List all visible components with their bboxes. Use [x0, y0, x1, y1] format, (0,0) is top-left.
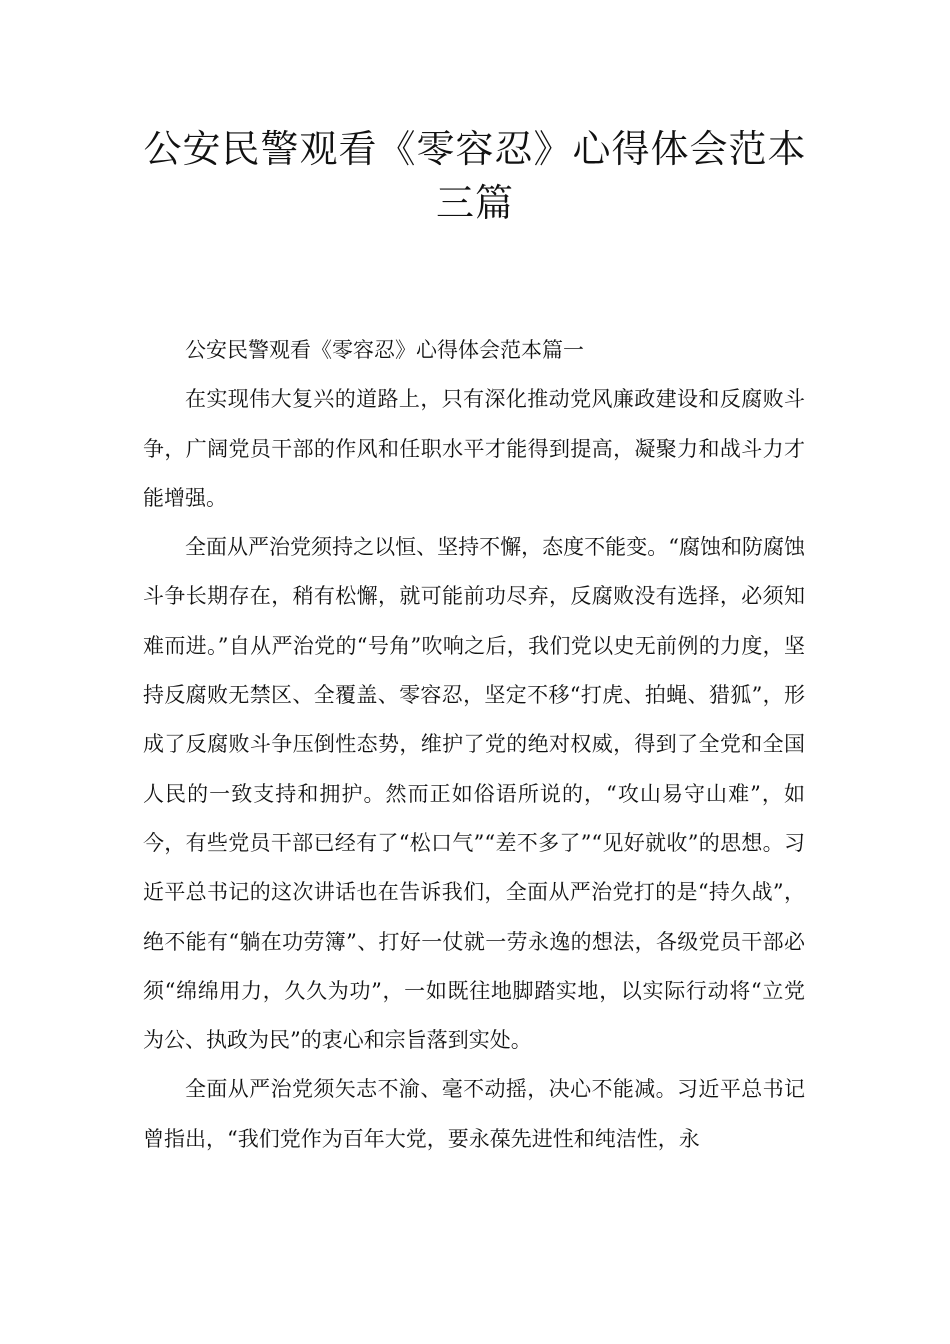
title-line-1: 公安民警观看《零容忍》心得体会范本: [143, 127, 807, 171]
paragraph-3: 全面从严治党须矢志不渝、毫不动摇，决心不能减。习近平总书记曾指出，“我们党作为百年大党，要永葆先进性和纯洁性，永: [143, 1077, 805, 1151]
document-body: [143, 326, 805, 1164]
document-title: [120, 122, 830, 230]
paragraph-1: 在实现伟大复兴的道路上，只有深化推动党风廉政建设和反腐败斗争，广阔党员干部的作风和任职水平才能得到提高，凝聚力和战斗力才能增强。: [143, 387, 805, 510]
section-heading: 公安民警观看《零容忍》心得体会范本篇一: [185, 338, 584, 362]
title-line-2: 三篇: [435, 181, 514, 225]
paragraph-2: 全面从严治党须持之以恒、坚持不懈，态度不能变。“腐蚀和防腐蚀斗争长期存在，稍有松懈，就可能前功尽弃，反腐败没有选择，必须知难而进。”自从严治党的“号角”吹响之后，我们党以史无前例的力度，坚持反腐败无禁区、全覆盖、零容忍，坚定不移“打虎、拍蝇、猎狐”，形成了反腐败斗争压倒性态势，维护了党的绝对权威，得到了全党和全国人民的一致支持和拥护。然而正如俗语所说的，“攻山易守山难”，如今，有些党员干部已经有了“松口气”“差不多了”“见好就收”的思想。习近平总书记的这次讲话也在告诉我们，全面从严治党打的是“持久战”，绝不能有“躺在功劳簿”、打好一仗就一劳永逸的想法，各级党员干部必须“绵绵用力，久久为功”，一如既往地脚踏实地，以实际行动将“立党为公、执政为民”的衷心和宗旨落到实处。: [143, 535, 805, 1053]
